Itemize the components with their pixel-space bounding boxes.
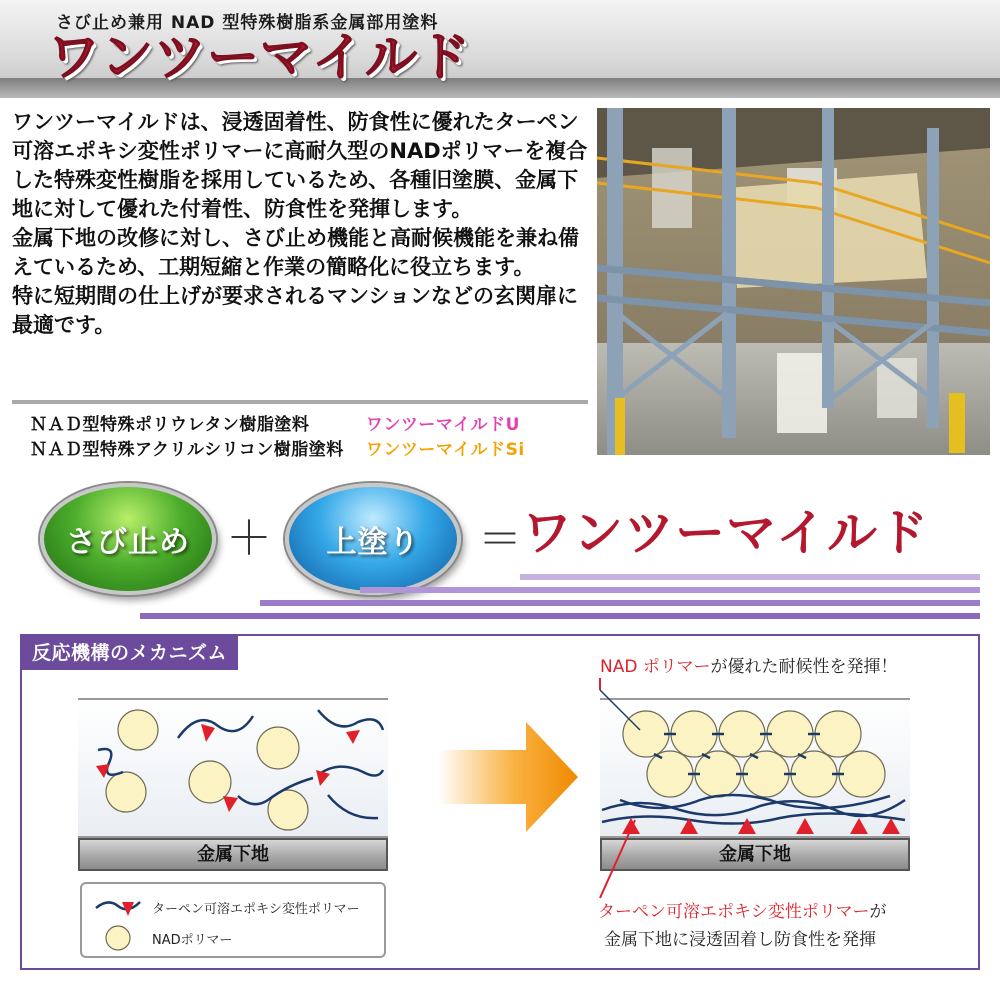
nad-callout-highlight: NAD ポリマー xyxy=(600,657,711,677)
steel-structure-photo xyxy=(597,108,990,455)
product-subtitle: さび止め兼用 NAD 型特殊樹脂系金属部用塗料 xyxy=(56,13,439,33)
divider xyxy=(12,400,588,404)
substrate-bar-before: 金属下地 xyxy=(78,838,388,871)
polymer-callout-line2: 金属下地に浸透固着し防食性を発揮 xyxy=(604,930,876,950)
product-type: ＮＡＤ型特殊ポリウレタン樹脂塗料 xyxy=(30,415,310,435)
intro-paragraph: ワンツーマイルドは、浸透固着性、防食性に優れたターペン可溶エポキシ変性ポリマーに高耐久型のNADポリマーを複合した特殊変性樹脂を採用しているため、各種旧塗膜、金属下地に対して優れた付着性、防食性を発揮します。 xyxy=(12,110,588,221)
product-name-u: ワンツーマイルドU xyxy=(365,415,520,435)
equals-sign: ＝ xyxy=(478,514,522,565)
stripe-4 xyxy=(140,613,980,619)
polymer-callout-highlight: ターペン可溶エポキシ変性ポリマー xyxy=(598,902,870,922)
intro-text xyxy=(12,108,590,340)
before-diagram xyxy=(78,700,388,836)
legend-polymer-label: ターペン可溶エポキシ変性ポリマー xyxy=(152,902,360,917)
rust-prevention-label: さび止め xyxy=(66,525,190,560)
nad-callout xyxy=(600,652,898,677)
product-row-silicone xyxy=(30,435,525,460)
polymer-callout-line1 xyxy=(598,897,887,922)
legend xyxy=(80,882,386,958)
legend-nad-label: NADポリマー xyxy=(152,933,233,948)
nad-legend-icon xyxy=(106,926,130,950)
nad-callout-text: が優れた耐候性を発揮！ xyxy=(710,657,898,677)
mechanism-label: 反応機構のメカニズム xyxy=(22,636,238,670)
topcoat-label: 上塗り xyxy=(326,525,420,560)
legend-icons xyxy=(94,892,144,952)
callout-lines xyxy=(590,670,720,910)
intro-paragraph: 金属下地の改修に対し、さび止め機能と高耐候機能を兼ね備えているため、工期短縮と作業の簡略化に役立ちます。 xyxy=(12,226,579,279)
plus-sign: ＋ xyxy=(226,511,272,565)
before-panel xyxy=(78,698,388,838)
product-row-urethane xyxy=(30,410,520,435)
product-name-si: ワンツーマイルドSi xyxy=(365,440,525,460)
stripe-3 xyxy=(260,600,980,606)
formula-product-name: ワンツーマイルド xyxy=(522,504,929,562)
stripe-2 xyxy=(360,587,980,593)
arrow-right-icon xyxy=(438,722,578,832)
topcoat-badge xyxy=(285,483,461,595)
rust-prevention-badge xyxy=(40,483,216,595)
product-type: ＮＡＤ型特殊アクリルシリコン樹脂塗料 xyxy=(30,440,344,460)
polymer-callout-suffix: が xyxy=(869,902,887,922)
brand-title: ワンツーマイルド xyxy=(48,28,471,88)
substrate-bar-after: 金属下地 xyxy=(600,838,910,871)
intro-paragraph: 特に短期間の仕上げが要求されるマンションなどの玄関扉に最適です。 xyxy=(12,284,579,337)
stripe-1 xyxy=(520,574,980,580)
